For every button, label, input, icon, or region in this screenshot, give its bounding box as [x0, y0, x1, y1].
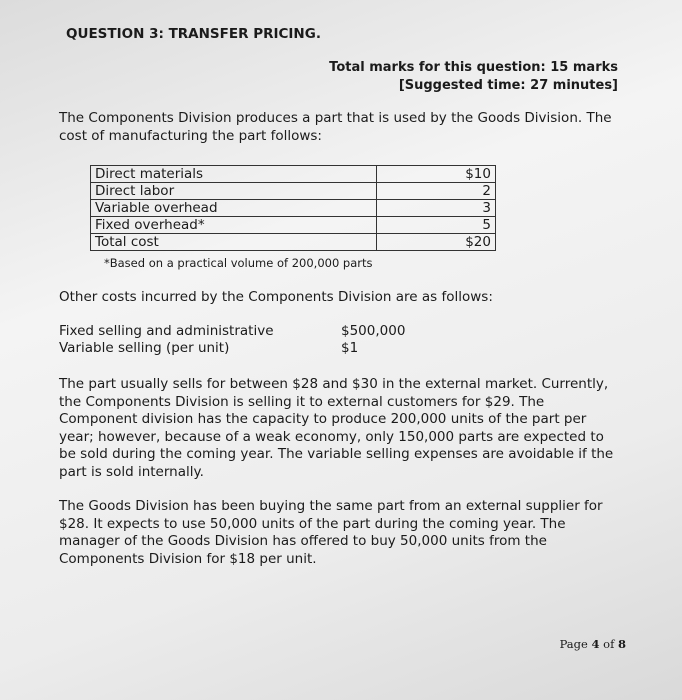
other-costs-list: [59, 323, 405, 357]
external-market-paragraph: The part usually sells for between $28 and $30 in the external market. Currently, the Components Division is selling it to external customers for $29. The Component division has the capacity to produce 200,000 units of the part per year; however, because of a weak economy, only 150,000 parts are expected to be sold during the coming year. The variable selling expenses are avoidable if the part is sold internally.: [59, 376, 614, 480]
table-row: [91, 200, 496, 217]
suggested-time: [Suggested time: 27 minutes]: [398, 78, 618, 93]
cost-label: Direct materials: [91, 166, 377, 183]
goods-division-paragraph: The Goods Division has been buying the same part from an external supplier for $28. It expects to use 50,000 units of the part during the coming year. The manager of the Goods Division has offered to buy 50,000 units from the Components Division for $18 per unit.: [59, 498, 603, 567]
table-footnote: *Based on a practical volume of 200,000 parts: [104, 256, 373, 270]
cost-value: 2: [377, 183, 496, 200]
other-cost-label: Fixed selling and administrative: [59, 323, 274, 339]
list-item: [59, 323, 405, 340]
marks-block: [329, 59, 618, 95]
total-marks: Total marks for this question: 15 marks: [329, 60, 618, 75]
page-total: 8: [617, 637, 626, 651]
page-prefix: Page: [559, 637, 588, 651]
other-cost-label: Variable selling (per unit): [59, 340, 230, 356]
table-row: [91, 183, 496, 200]
cost-label: Variable overhead: [91, 200, 377, 217]
table-row: [91, 234, 496, 251]
cost-value: $20: [377, 234, 496, 251]
other-cost-value: $1: [341, 340, 359, 356]
cost-value: $10: [377, 166, 496, 183]
other-cost-value: $500,000: [341, 323, 406, 339]
intro-paragraph: The Components Division produces a part that is used by the Goods Division. The cost of manufacturing the part follows:: [59, 110, 612, 144]
list-item: [59, 340, 405, 357]
cost-value: 3: [377, 200, 496, 217]
page-number: [560, 637, 626, 651]
page-current: 4: [591, 637, 600, 651]
table-row: [91, 217, 496, 234]
page-sep: of: [603, 637, 615, 651]
cost-label: Direct labor: [91, 183, 377, 200]
question-title: QUESTION 3: TRANSFER PRICING.: [66, 26, 321, 42]
cost-table: [90, 165, 496, 251]
cost-label: Fixed overhead*: [91, 217, 377, 234]
cost-label: Total cost: [91, 234, 377, 251]
table-row: [91, 166, 496, 183]
cost-value: 5: [377, 217, 496, 234]
other-costs-intro: Other costs incurred by the Components Division are as follows:: [59, 289, 493, 305]
